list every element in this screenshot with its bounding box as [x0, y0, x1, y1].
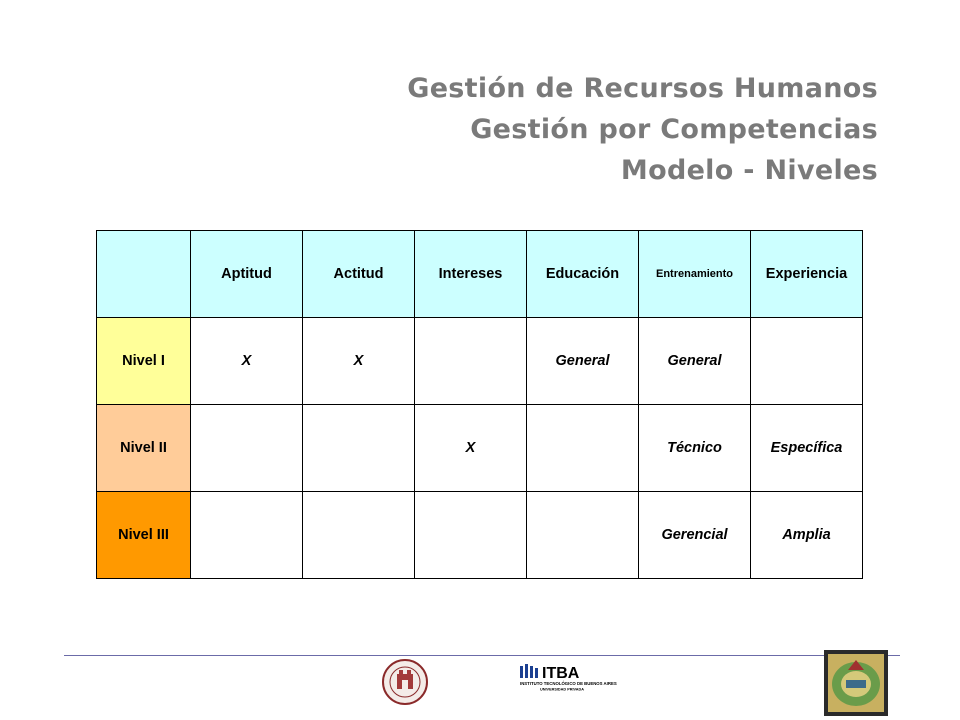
table-row	[97, 492, 863, 579]
table-cell: Amplia	[751, 492, 863, 579]
slide-title	[407, 68, 878, 191]
table-row	[97, 405, 863, 492]
table-cell: Específica	[751, 405, 863, 492]
table-cell: General	[527, 318, 639, 405]
table-cell: X	[303, 318, 415, 405]
column-header: Intereses	[415, 231, 527, 318]
table-cell	[751, 318, 863, 405]
table-cell	[191, 492, 303, 579]
itba-logo-subtext: INSTITUTO TECNOLÓGICO DE BUENOS AIRES	[520, 681, 617, 686]
table-row	[97, 318, 863, 405]
table-cell	[415, 492, 527, 579]
column-header: Aptitud	[191, 231, 303, 318]
table-cell	[415, 318, 527, 405]
project-badge-logo	[824, 650, 888, 716]
table-cell	[303, 492, 415, 579]
title-line-3: Modelo - Niveles	[620, 155, 878, 186]
table-header-row	[97, 231, 863, 318]
title-line-1: Gestión de Recursos Humanos	[407, 73, 878, 104]
table-cell: X	[191, 318, 303, 405]
table-cell: General	[639, 318, 751, 405]
column-header: Actitud	[303, 231, 415, 318]
table-corner-cell	[97, 231, 191, 318]
title-line-2: Gestión por Competencias	[470, 114, 878, 145]
competency-levels-table	[96, 230, 863, 579]
table-cell: Gerencial	[639, 492, 751, 579]
column-header: Experiencia	[751, 231, 863, 318]
table-cell: Técnico	[639, 405, 751, 492]
column-header: Entrenamiento	[639, 231, 751, 318]
itba-logo	[518, 662, 622, 692]
itba-logo-text: ITBA	[542, 665, 580, 682]
table-cell	[191, 405, 303, 492]
row-label: Nivel I	[97, 318, 191, 405]
row-label: Nivel II	[97, 405, 191, 492]
table-cell	[527, 405, 639, 492]
itba-logo-subtext-2: UNIVERSIDAD PRIVADA	[540, 687, 585, 692]
table-cell: X	[415, 405, 527, 492]
table-cell	[527, 492, 639, 579]
university-seal-logo	[377, 658, 433, 706]
row-label: Nivel III	[97, 492, 191, 579]
footer-divider	[64, 655, 900, 656]
column-header: Educación	[527, 231, 639, 318]
table-cell	[303, 405, 415, 492]
